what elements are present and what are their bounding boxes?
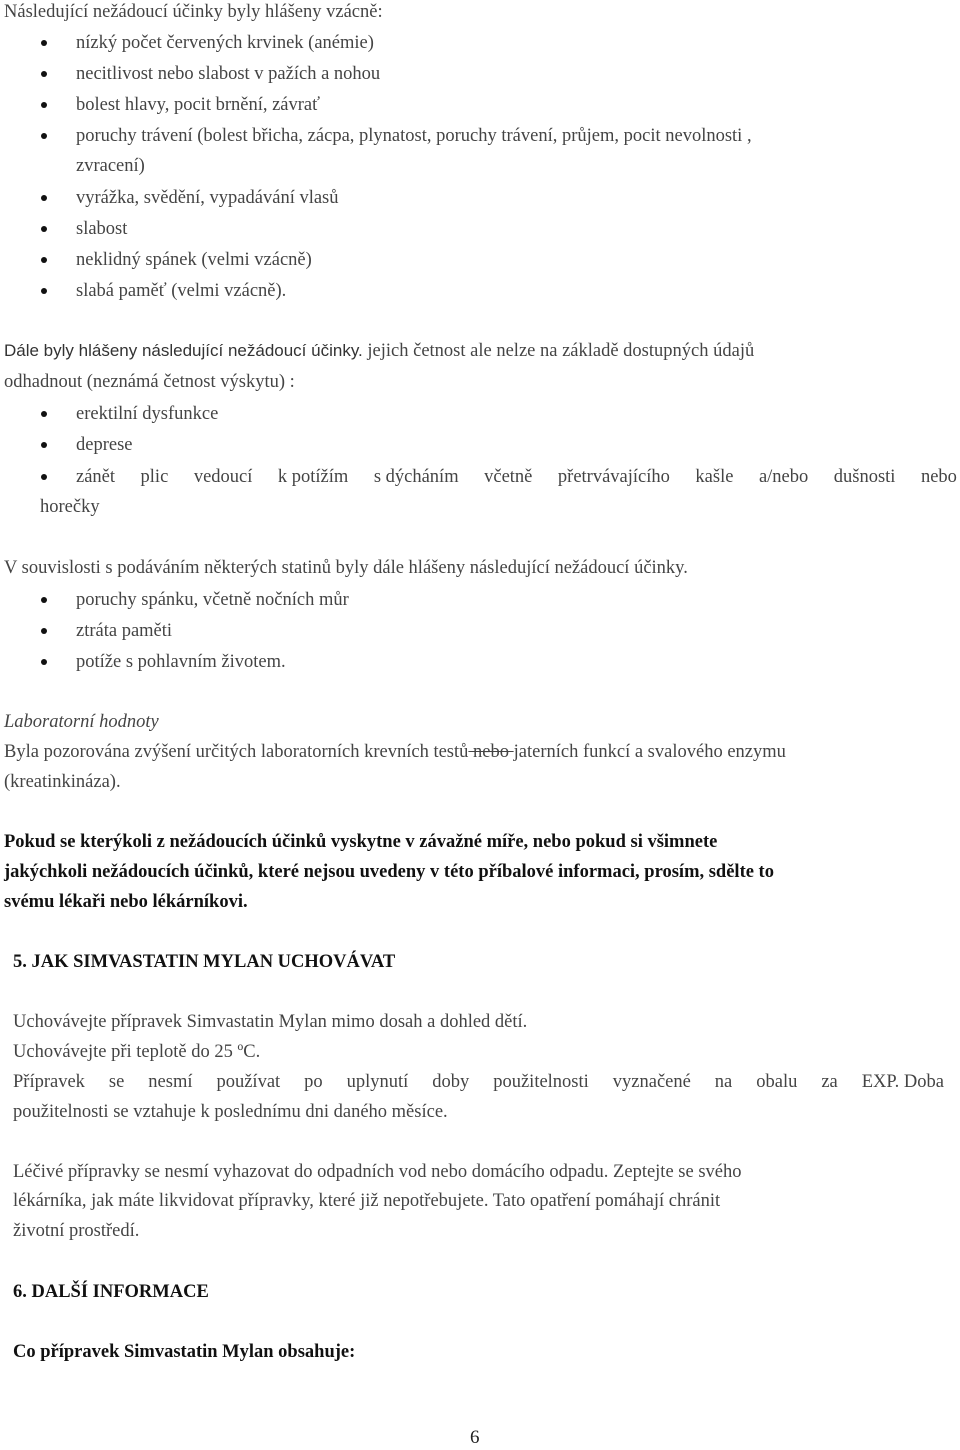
bullet-icon bbox=[41, 133, 47, 139]
bullet-icon bbox=[41, 257, 47, 263]
list-item: slabá paměť (velmi vzácně). bbox=[76, 281, 287, 301]
lab-values-text bbox=[4, 740, 786, 764]
section5-paragraph4-line3: životní prostředí. bbox=[13, 1221, 140, 1241]
list-item: bolest hlavy, pocit brnění, závrať bbox=[76, 95, 321, 115]
word: po bbox=[304, 1072, 323, 1092]
unknown-frequency-heading bbox=[4, 339, 754, 363]
word: EXP. Doba bbox=[861, 1072, 944, 1092]
bullet-icon bbox=[41, 442, 47, 448]
word: za bbox=[821, 1072, 838, 1092]
bullet-icon bbox=[41, 195, 47, 201]
word: s dýcháním bbox=[373, 467, 459, 487]
word: zánět bbox=[76, 467, 116, 487]
pneumonia-item-continuation: horečky bbox=[40, 497, 100, 517]
word: včetně bbox=[484, 467, 533, 487]
section6-title: 6. DALŠÍ INFORMACE bbox=[13, 1282, 209, 1302]
warning-line3: svému lékaři nebo lékárníkovi. bbox=[4, 892, 248, 912]
section5-paragraph3-line2: použitelnosti se vztahuje k poslednímu dni daného měsíce. bbox=[13, 1102, 448, 1122]
lab-values-text-line2: (kreatinkináza). bbox=[4, 772, 121, 792]
pneumonia-item bbox=[76, 465, 957, 489]
bullet-icon bbox=[41, 71, 47, 77]
word: na bbox=[714, 1072, 733, 1092]
lab-text-b: jaterních funkcí a svalového enzymu bbox=[513, 742, 786, 762]
unknown-frequency-heading-b: jejich četnost ale nelze na základě dostupných údajů bbox=[362, 341, 755, 361]
word: obalu bbox=[756, 1072, 798, 1092]
lab-values-title: Laboratorní hodnoty bbox=[4, 712, 159, 732]
bullet-icon bbox=[41, 411, 47, 417]
rare-effects-heading: Následující nežádoucí účinky byly hlášeny vzácně: bbox=[4, 2, 383, 22]
list-item: ztráta paměti bbox=[76, 621, 173, 641]
warning-line2: jakýchkoli nežádoucích účinků, které nejsou uvedeny v této příbalové informaci, prosím, sdělte to bbox=[4, 862, 774, 882]
word: se bbox=[108, 1072, 125, 1092]
word: plic bbox=[140, 467, 169, 487]
bullet-icon bbox=[41, 226, 47, 232]
word: doby bbox=[432, 1072, 470, 1092]
word: používat bbox=[216, 1072, 281, 1092]
list-item: poruchy spánku, včetně nočních můr bbox=[76, 590, 349, 610]
bullet-icon bbox=[41, 474, 47, 480]
bullet-icon bbox=[41, 597, 47, 603]
bullet-icon bbox=[41, 40, 47, 46]
word: nebo bbox=[920, 467, 957, 487]
bullet-icon bbox=[41, 628, 47, 634]
section5-paragraph4-line2: lékárníka, jak máte likvidovat přípravky, které již nepotřebujete. Tato opatření pomáhají chránit bbox=[13, 1191, 721, 1211]
list-item: deprese bbox=[76, 435, 133, 455]
bullet-icon bbox=[41, 659, 47, 665]
list-item: neklidný spánek (velmi vzácně) bbox=[76, 250, 312, 270]
word: kašle bbox=[695, 467, 734, 487]
lab-text-struck: nebo bbox=[468, 742, 514, 762]
lab-text-a: Byla pozorována zvýšení určitých laboratorních krevních testů bbox=[4, 742, 469, 762]
list-item: vyrážka, svědění, vypadávání vlasů bbox=[76, 188, 339, 208]
word: k potížím bbox=[277, 467, 349, 487]
section5-paragraph4-line1: Léčivé přípravky se nesmí vyhazovat do odpadních vod nebo domácího odpadu. Zeptejte se svého bbox=[13, 1162, 742, 1182]
list-item: necitlivost nebo slabost v pažích a nohou bbox=[76, 64, 381, 84]
bullet-icon bbox=[41, 288, 47, 294]
word: Přípravek bbox=[13, 1072, 85, 1092]
list-item: potíže s pohlavním životem. bbox=[76, 652, 286, 672]
word: a/nebo bbox=[758, 467, 809, 487]
word: nesmí bbox=[148, 1072, 193, 1092]
word: vyznačené bbox=[612, 1072, 691, 1092]
list-item: erektilní dysfunkce bbox=[76, 404, 219, 424]
list-item-continuation: zvracení) bbox=[76, 156, 145, 176]
list-item: slabost bbox=[76, 219, 128, 239]
unknown-frequency-heading-line2: odhadnout (neznámá četnost výskytu) : bbox=[4, 372, 295, 392]
page-number: 6 bbox=[470, 1427, 480, 1448]
word: vedoucí bbox=[193, 467, 253, 487]
bullet-icon bbox=[41, 102, 47, 108]
unknown-frequency-heading-a: Dále byly hlášeny následující nežádoucí účinky. bbox=[4, 341, 363, 360]
list-item: poruchy trávení (bolest břicha, zácpa, plynatost, poruchy trávení, průjem, pocit nevolnosti , bbox=[76, 126, 752, 146]
word: použitelnosti bbox=[493, 1072, 589, 1092]
section5-title: 5. JAK SIMVASTATIN MYLAN UCHOVÁVAT bbox=[13, 952, 396, 972]
word: přetrvávajícího bbox=[557, 467, 670, 487]
word: uplynutí bbox=[346, 1072, 409, 1092]
section6-subtitle: Co přípravek Simvastatin Mylan obsahuje: bbox=[13, 1342, 356, 1362]
list-item: nízký počet červených krvinek (anémie) bbox=[76, 33, 374, 53]
section5-paragraph1: Uchovávejte přípravek Simvastatin Mylan mimo dosah a dohled dětí. bbox=[13, 1012, 528, 1032]
word: dušnosti bbox=[833, 467, 896, 487]
section5-paragraph2: Uchovávejte při teplotě do 25 ºC. bbox=[13, 1042, 261, 1062]
warning-line1: Pokud se kterýkoli z nežádoucích účinků vyskytne v závažné míře, nebo pokud si všimnete bbox=[4, 832, 718, 852]
section5-paragraph3 bbox=[13, 1070, 944, 1094]
statins-heading: V souvislosti s podáváním některých statinů byly dále hlášeny následující nežádoucí účinky. bbox=[4, 558, 688, 578]
